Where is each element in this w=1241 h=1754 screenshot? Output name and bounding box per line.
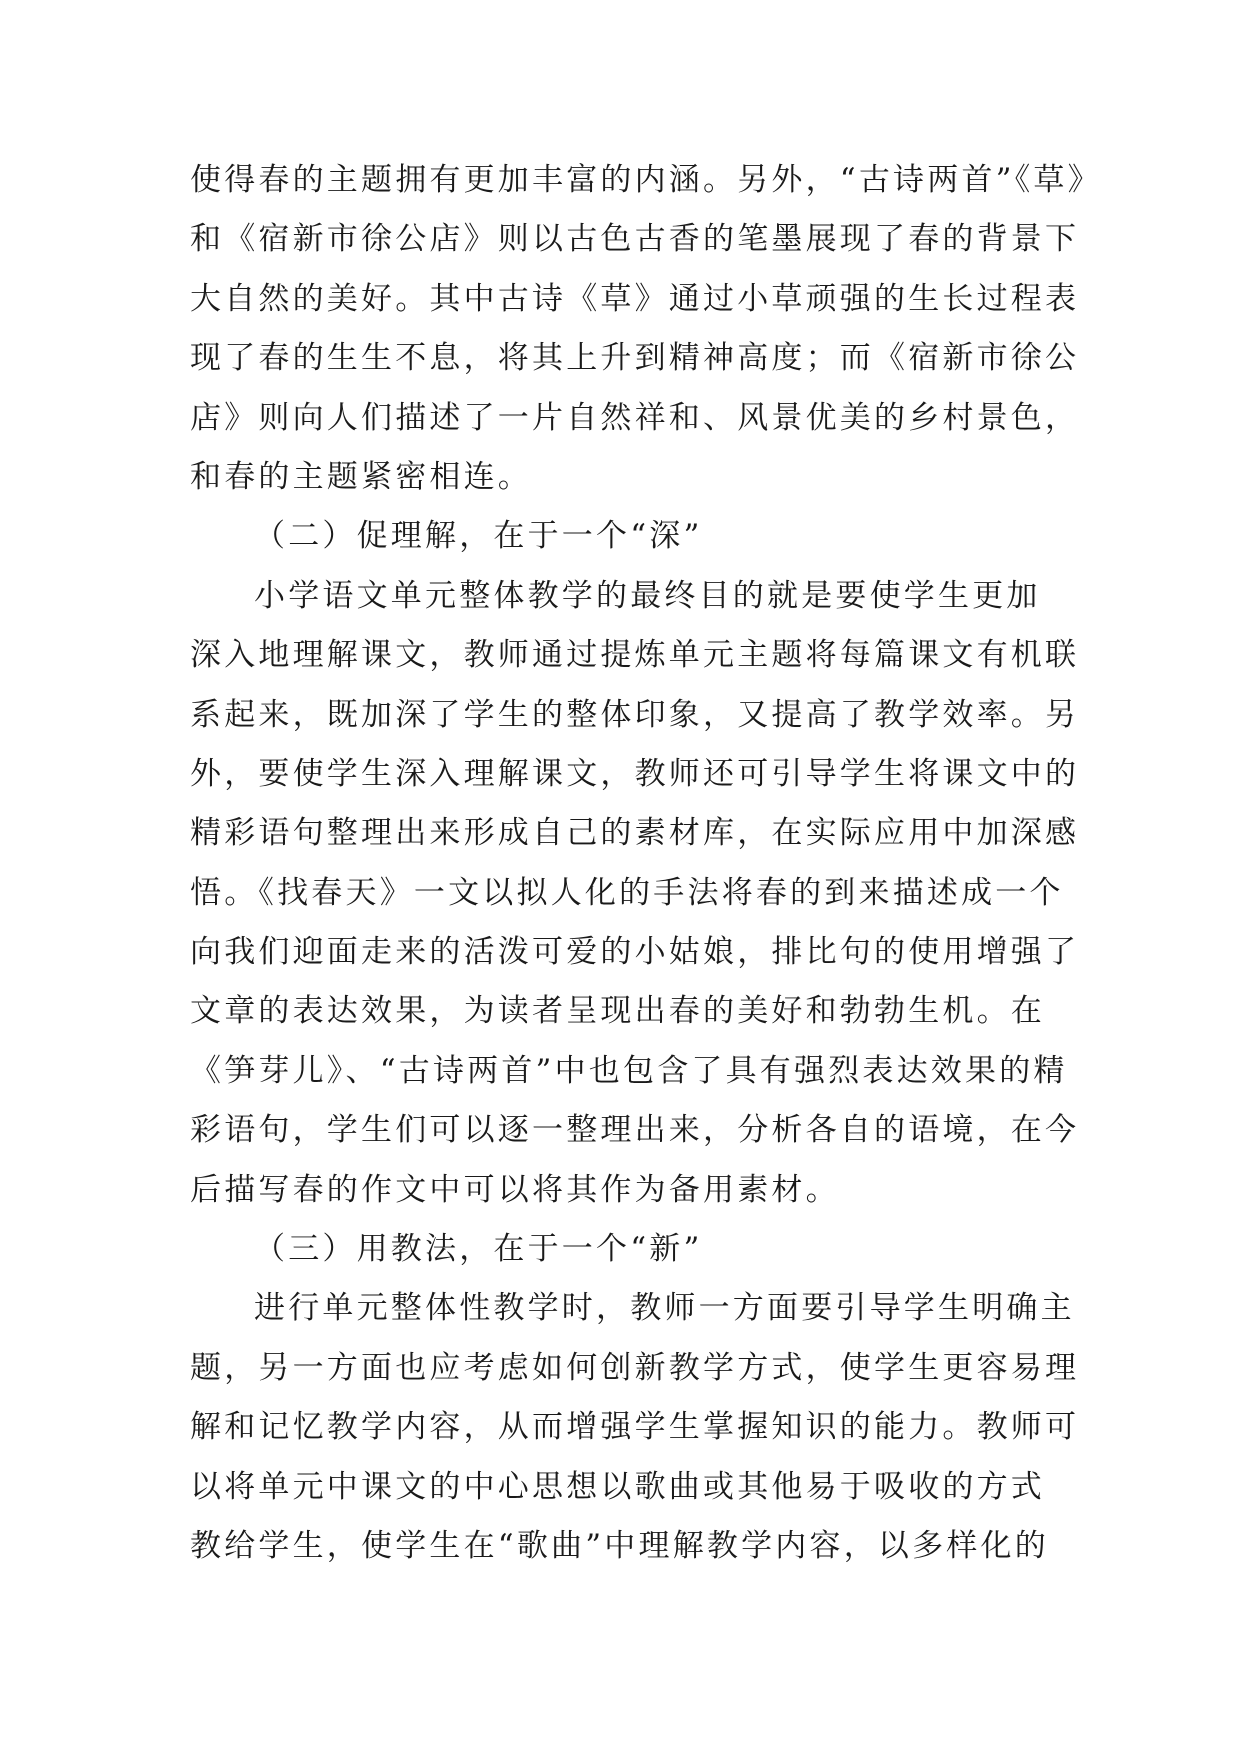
text-line: 小学语文单元整体教学的最终目的就是要使学生更加 [254, 577, 1041, 614]
text-line: 彩语句，学生们可以逐一整理出来，分析各自的语境，在今 [190, 1112, 1080, 1149]
text-line: 向我们迎面走来的活泼可爱的小姑娘，排比句的使用增强了 [190, 934, 1080, 971]
text-line: 和春的主题紧密相连。 [190, 458, 532, 495]
body-text [190, 151, 1102, 1576]
text-line: （三）用教法，在于一个“新” [254, 1231, 703, 1268]
text-line: 外，要使学生深入理解课文，教师还可引导学生将课文中的 [190, 755, 1080, 792]
text-line: 悟。《找春天》一文以拟人化的手法将春的到来描述成一个 [190, 874, 1064, 911]
text-line: 解和记忆教学内容，从而增强学生掌握知识的能力。教师可 [190, 1409, 1080, 1446]
text-line: 深入地理解课文，教师通过提炼单元主题将每篇课文有机联 [190, 637, 1080, 674]
text-line: 和《宿新市徐公店》则以古色古香的笔墨展现了春的背景下 [190, 221, 1080, 258]
text-line: 后描写春的作文中可以将其作为备用素材。 [190, 1171, 840, 1208]
text-line: 题，另一方面也应考虑如何创新教学方式，使学生更容易理 [190, 1349, 1080, 1386]
text-line: （二）促理解，在于一个“深” [254, 518, 703, 555]
text-line: 教给学生，使学生在“歌曲”中理解教学内容，以多样化的 [190, 1527, 1049, 1564]
text-line: 现了春的生生不息，将其上升到精神高度；而《宿新市徐公 [190, 340, 1080, 377]
text-line: 店》则向人们描述了一片自然祥和、风景优美的乡村景色， [190, 399, 1080, 436]
text-line: 大自然的美好。其中古诗《草》通过小草顽强的生长过程表 [190, 280, 1080, 317]
text-line: 文章的表达效果，为读者呈现出春的美好和勃勃生机。在 [190, 993, 1045, 1030]
text-line: 进行单元整体性教学时，教师一方面要引导学生明确主 [254, 1290, 1075, 1327]
text-line: 使得春的主题拥有更加丰富的内涵。另外，“古诗两首”《草》 [190, 162, 1102, 198]
text-line: 以将单元中课文的中心思想以歌曲或其他易于吸收的方式 [190, 1468, 1045, 1505]
text-line: 《笋芽儿》、“古诗两首”中也包含了具有强烈表达效果的精 [190, 1052, 1068, 1089]
text-line: 系起来，既加深了学生的整体印象，又提高了教学效率。另 [190, 696, 1080, 733]
text-line: 精彩语句整理出来形成自己的素材库，在实际应用中加深感 [190, 815, 1080, 852]
